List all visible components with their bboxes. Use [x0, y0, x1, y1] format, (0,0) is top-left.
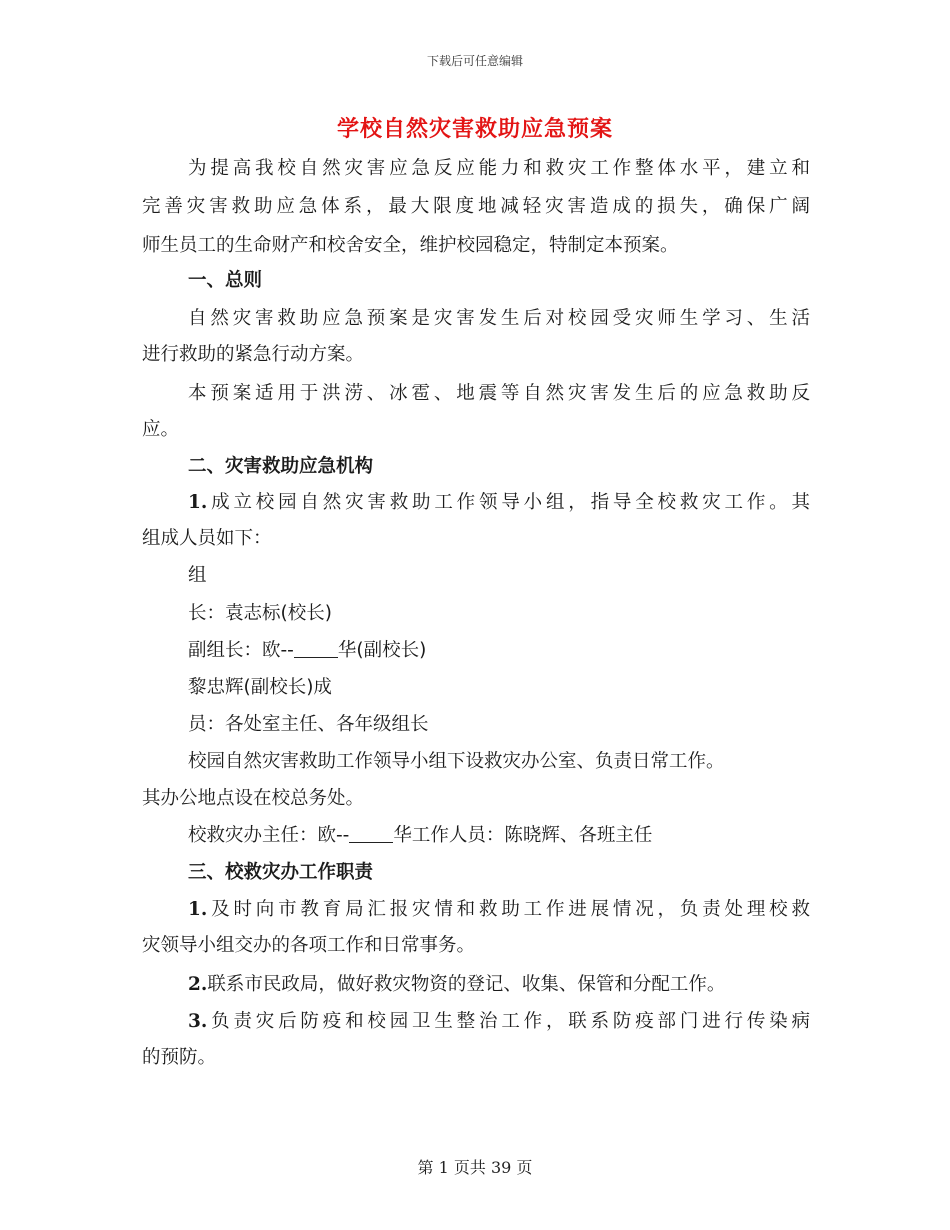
list-item — [188, 898, 810, 922]
item-number: 1. — [188, 492, 208, 513]
page-footer: 第 1 页共 39 页 — [417, 1158, 533, 1177]
paragraph-line: 应。 — [142, 419, 180, 440]
member-text: 华(副校长) — [337, 640, 427, 661]
member-line — [188, 639, 426, 663]
paragraph-line: 自然灾害救助应急预案是灾害发生后对校园受灾师生学习、生活 — [188, 308, 810, 329]
paragraph-line: 组成人员如下： — [142, 528, 272, 549]
blank-underline — [349, 826, 393, 843]
member-text: 副组长：欧-- — [188, 640, 294, 661]
item-number: 2. — [188, 974, 208, 995]
director-line — [188, 824, 652, 848]
item-number: 3. — [188, 1011, 208, 1032]
paragraph-line: 其办公地点设在校总务处。 — [142, 788, 365, 809]
list-item — [188, 1010, 810, 1034]
list-item — [188, 491, 810, 515]
section-heading: 三、校救灾办工作职责 — [188, 862, 374, 883]
section-heading: 二、灾害救助应急机构 — [188, 456, 374, 477]
intro-line: 为提高我校自然灾害应急反应能力和救灾工作整体水平，建立和 — [188, 158, 810, 179]
section-heading: 一、总则 — [188, 270, 263, 291]
director-text: 华工作人员：陈晓辉、各班主任 — [393, 825, 653, 846]
intro-line: 完善灾害救助应急体系，最大限度地减轻灾害造成的损失，确保广阔 — [142, 196, 810, 217]
member-line: 员：各处室主任、各年级组长 — [188, 714, 429, 735]
paragraph-line: 灾领导小组交办的各项工作和日常事务。 — [142, 935, 476, 956]
director-text: 校救灾办主任：欧-- — [188, 825, 350, 846]
paragraph-line: 的预防。 — [142, 1047, 217, 1068]
paragraph-line: 进行救助的紧急行动方案。 — [142, 344, 365, 365]
member-line: 长：袁志标(校长) — [188, 603, 332, 624]
page-header: 下载后可任意编辑 — [426, 54, 523, 68]
paragraph-line: 校园自然灾害救助工作领导小组下设救灾办公室、负责日常工作。 — [188, 751, 725, 772]
member-line: 组 — [188, 565, 207, 586]
item-text: 及时向市教育局汇报灾情和救助工作进展情况，负责处理校救 — [207, 899, 810, 920]
intro-line: 师生员工的生命财产和校舍安全，维护校园稳定，特制定本预案。 — [142, 235, 679, 256]
paragraph-line: 本预案适用于洪涝、冰雹、地震等自然灾害发生后的应急救助反 — [188, 383, 810, 404]
blank-underline — [294, 641, 338, 658]
document-title: 学校自然灾害救助应急预案 — [336, 117, 613, 142]
item-text: 联系市民政局，做好救灾物资的登记、收集、保管和分配工作。 — [207, 974, 726, 995]
list-item — [188, 973, 725, 997]
item-text: 负责灾后防疫和校园卫生整治工作，联系防疫部门进行传染病 — [207, 1011, 810, 1032]
member-line: 黎忠辉(副校长)成 — [188, 677, 332, 698]
item-number: 1. — [188, 899, 208, 920]
item-text: 成立校园自然灾害救助工作领导小组，指导全校救灾工作。其 — [207, 492, 810, 513]
